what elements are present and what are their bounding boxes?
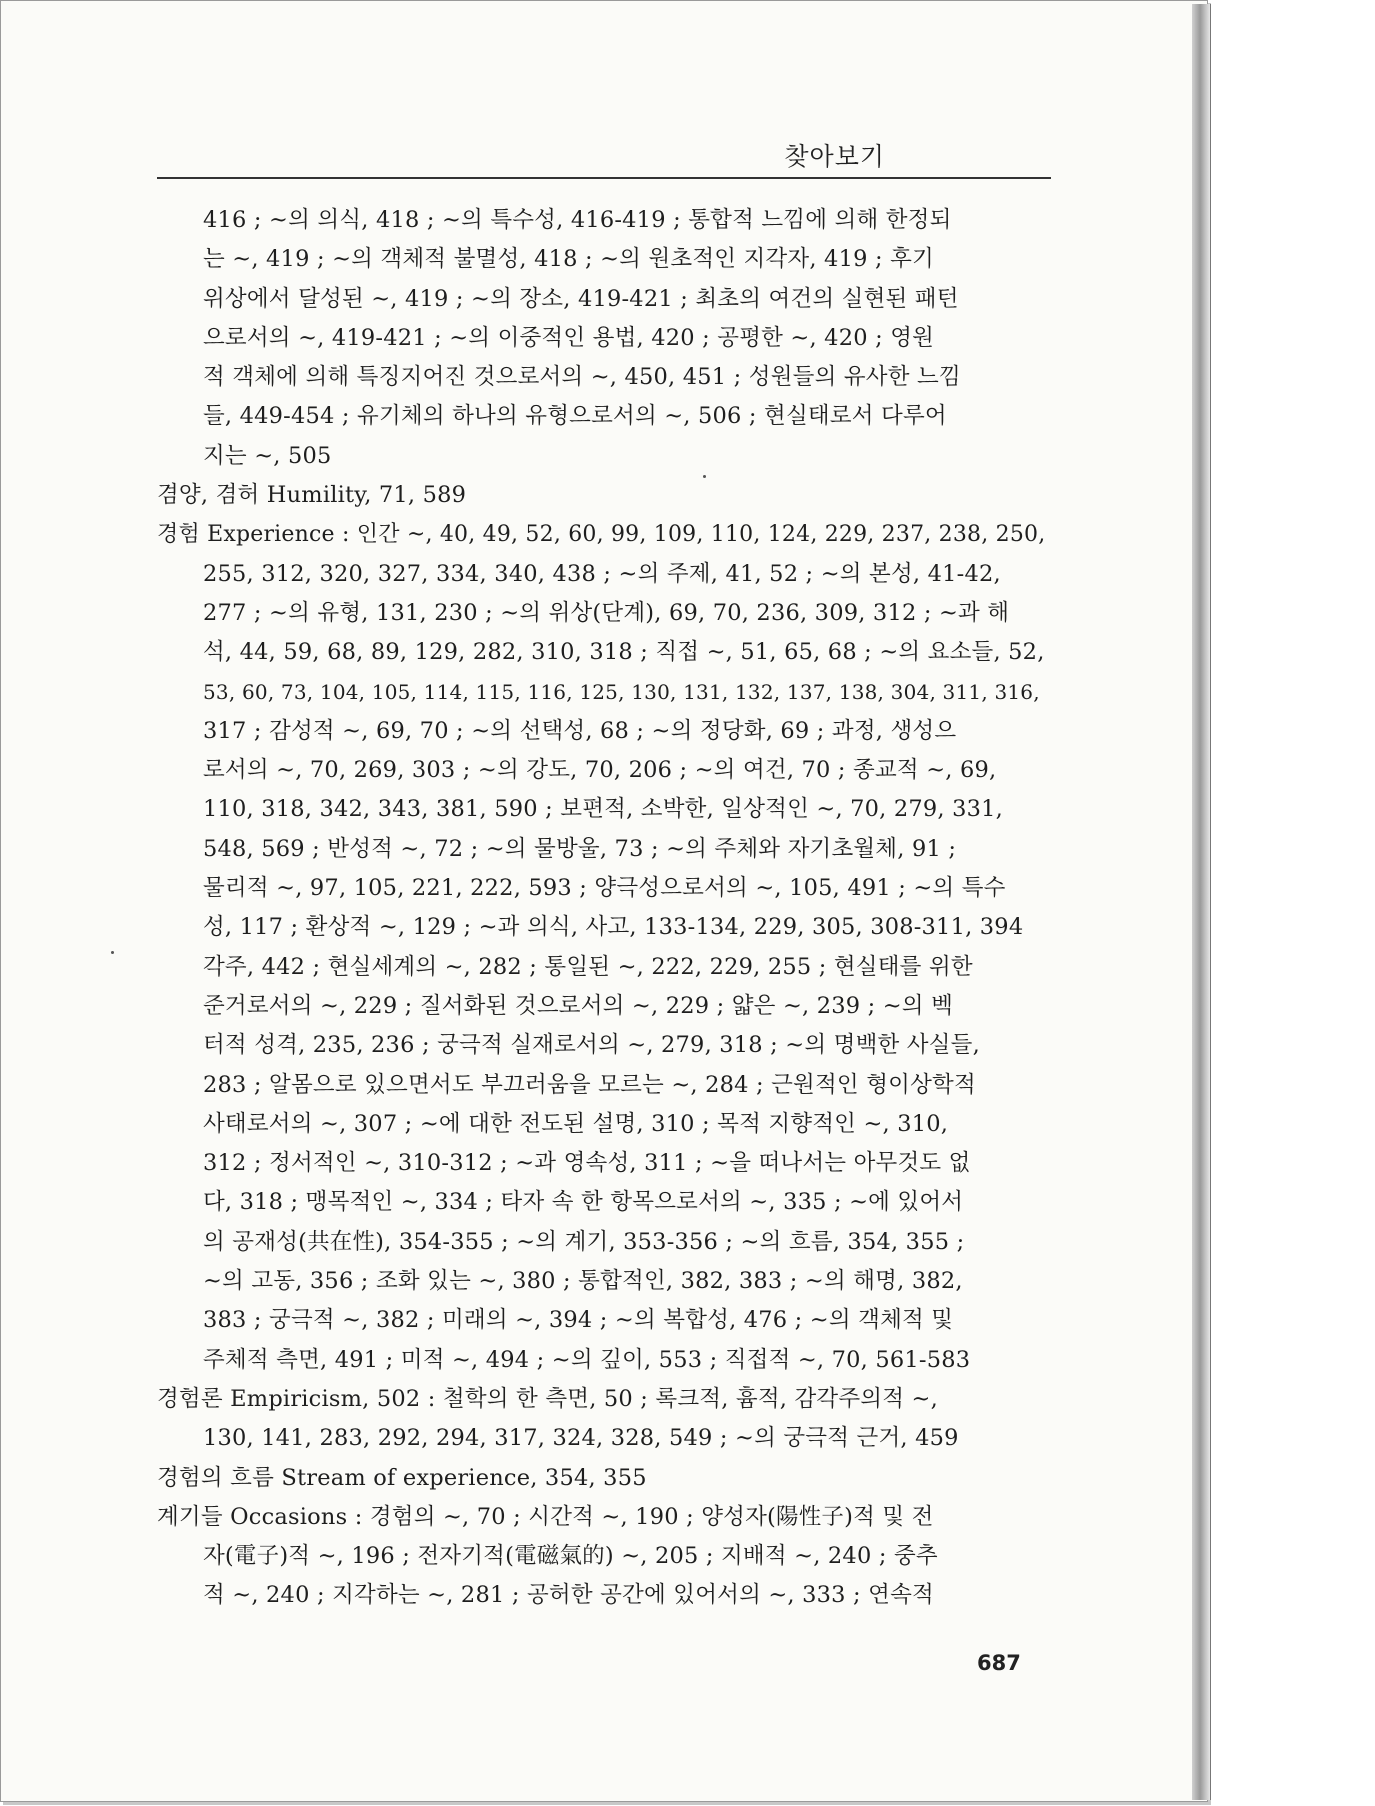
index-line-continuation: 277 ; ~의 유형, 131, 230 ; ~의 위상(단계), 69, 70, 236, 309, 312 ; ~과 해	[203, 599, 1010, 626]
index-line-continuation: 312 ; 정서적인 ~, 310-312 ; ~과 영속성, 311 ; ~을 떠나서는 아무것도 없	[203, 1150, 971, 1177]
running-header: 찾아보기	[784, 142, 885, 171]
dust-speck	[111, 951, 114, 954]
index-line-continuation: 는 ~, 419 ; ~의 객체적 불멸성, 418 ; ~의 원초적인 지각자, 419 ; 후기	[203, 246, 934, 273]
index-entry-line: 경험 Experience : 인간 ~, 40, 49, 52, 60, 99, 109, 110, 124, 229, 237, 238, 250,	[157, 522, 1046, 548]
index-entry-line: 겸양, 겸허 Humility, 71, 589	[157, 482, 467, 509]
index-line-continuation: 의 공재성(共在性), 354-355 ; ~의 계기, 353-356 ; ~의 흐름, 354, 355 ;	[203, 1228, 965, 1255]
page-number: 687	[977, 1651, 1021, 1675]
index-line-continuation: 들, 449-454 ; 유기체의 하나의 유형으로서의 ~, 506 ; 현실태로서 다루어	[203, 403, 947, 430]
index-line-continuation: 주체적 측면, 491 ; 미적 ~, 494 ; ~의 깊이, 553 ; 직접적 ~, 70, 561-583	[203, 1346, 971, 1373]
header-rule	[157, 177, 1051, 179]
index-line-continuation: 53, 60, 73, 104, 105, 114, 115, 116, 125, 130, 131, 132, 137, 138, 304, 311, 316,	[203, 679, 1040, 704]
index-line-continuation: 255, 312, 320, 327, 334, 340, 438 ; ~의 주제, 41, 52 ; ~의 본성, 41-42,	[203, 560, 1001, 587]
index-line-continuation: 다, 318 ; 맹목적인 ~, 334 ; 타자 속 한 항목으로서의 ~, 335 ; ~에 있어서	[203, 1189, 964, 1216]
index-entry-line: 계기들 Occasions : 경험의 ~, 70 ; 시간적 ~, 190 ; 양성자(陽性子)적 및 전	[157, 1503, 934, 1530]
index-line-continuation: 석, 44, 59, 68, 89, 129, 282, 310, 318 ; 직접 ~, 51, 65, 68 ; ~의 요소들, 52,	[203, 639, 1045, 666]
index-line-continuation: 자(電子)적 ~, 196 ; 전자기적(電磁氣的) ~, 205 ; 지배적 ~, 240 ; 중추	[203, 1543, 938, 1570]
index-line-continuation: 준거로서의 ~, 229 ; 질서화된 것으로서의 ~, 229 ; 얇은 ~, 239 ; ~의 벡	[203, 992, 954, 1019]
page-edge	[1192, 4, 1211, 1800]
dust-speck	[703, 475, 706, 478]
index-line-continuation: 383 ; 궁극적 ~, 382 ; 미래의 ~, 394 ; ~의 복합성, 476 ; ~의 객체적 및	[203, 1307, 954, 1334]
index-line-continuation: 548, 569 ; 반성적 ~, 72 ; ~의 물방울, 73 ; ~의 주체와 자기초월체, 91 ;	[203, 835, 957, 862]
index-line-continuation: 물리적 ~, 97, 105, 221, 222, 593 ; 양극성으로서의 ~, 105, 491 ; ~의 특수	[203, 875, 1006, 902]
index-line-continuation: 으로서의 ~, 419-421 ; ~의 이중적인 용법, 420 ; 공평한 ~, 420 ; 영원	[203, 324, 935, 351]
index-line-continuation: 110, 318, 342, 343, 381, 590 ; 보편적, 소박한, 일상적인 ~, 70, 279, 331,	[203, 796, 1004, 823]
index-line-continuation: 위상에서 달성된 ~, 419 ; ~의 장소, 419-421 ; 최초의 여건의 실현된 패턴	[203, 285, 959, 312]
index-line-continuation: 130, 141, 283, 292, 294, 317, 324, 328, 549 ; ~의 궁극적 근거, 459	[203, 1425, 959, 1452]
index-line-continuation: 로서의 ~, 70, 269, 303 ; ~의 강도, 70, 206 ; ~의 여건, 70 ; 종교적 ~, 69,	[203, 757, 997, 784]
index-line-continuation: 283 ; 알몸으로 있으면서도 부끄러움을 모르는 ~, 284 ; 근원적인 형이상학적	[203, 1071, 976, 1098]
index-entry-line: 경험론 Empiricism, 502 : 철학의 한 측면, 50 ; 록크적, 흄적, 감각주의적 ~,	[157, 1385, 938, 1412]
index-body	[157, 201, 1051, 1616]
index-line-continuation: ~의 고동, 356 ; 조화 있는 ~, 380 ; 통합적인, 382, 383 ; ~의 해명, 382,	[203, 1268, 963, 1295]
index-line-continuation: 사태로서의 ~, 307 ; ~에 대한 전도된 설명, 310 ; 목적 지향적인 ~, 310,	[203, 1110, 949, 1137]
index-line-continuation: 적 ~, 240 ; 지각하는 ~, 281 ; 공허한 공간에 있어서의 ~, 333 ; 연속적	[203, 1582, 934, 1609]
index-entry-line: 경험의 흐름 Stream of experience, 354, 355	[157, 1464, 647, 1491]
index-line-continuation: 성, 117 ; 환상적 ~, 129 ; ~과 의식, 사고, 133-134, 229, 305, 308-311, 394	[203, 914, 1024, 941]
index-line-continuation: 각주, 442 ; 현실세계의 ~, 282 ; 통일된 ~, 222, 229, 255 ; 현실태를 위한	[203, 953, 973, 980]
index-line-continuation: 터적 성격, 235, 236 ; 궁극적 실재로서의 ~, 279, 318 ; ~의 명백한 사실들,	[203, 1032, 980, 1059]
index-line-continuation: 지는 ~, 505	[203, 442, 332, 469]
index-line-continuation: 416 ; ~의 의식, 418 ; ~의 특수성, 416-419 ; 통합적 느낌에 의해 한정되	[203, 207, 952, 233]
index-line-continuation: 적 객체에 의해 특징지어진 것으로서의 ~, 450, 451 ; 성원들의 유사한 느낌	[203, 364, 961, 391]
index-line-continuation: 317 ; 감성적 ~, 69, 70 ; ~의 선택성, 68 ; ~의 정당화, 69 ; 과정, 생성으	[203, 717, 957, 744]
